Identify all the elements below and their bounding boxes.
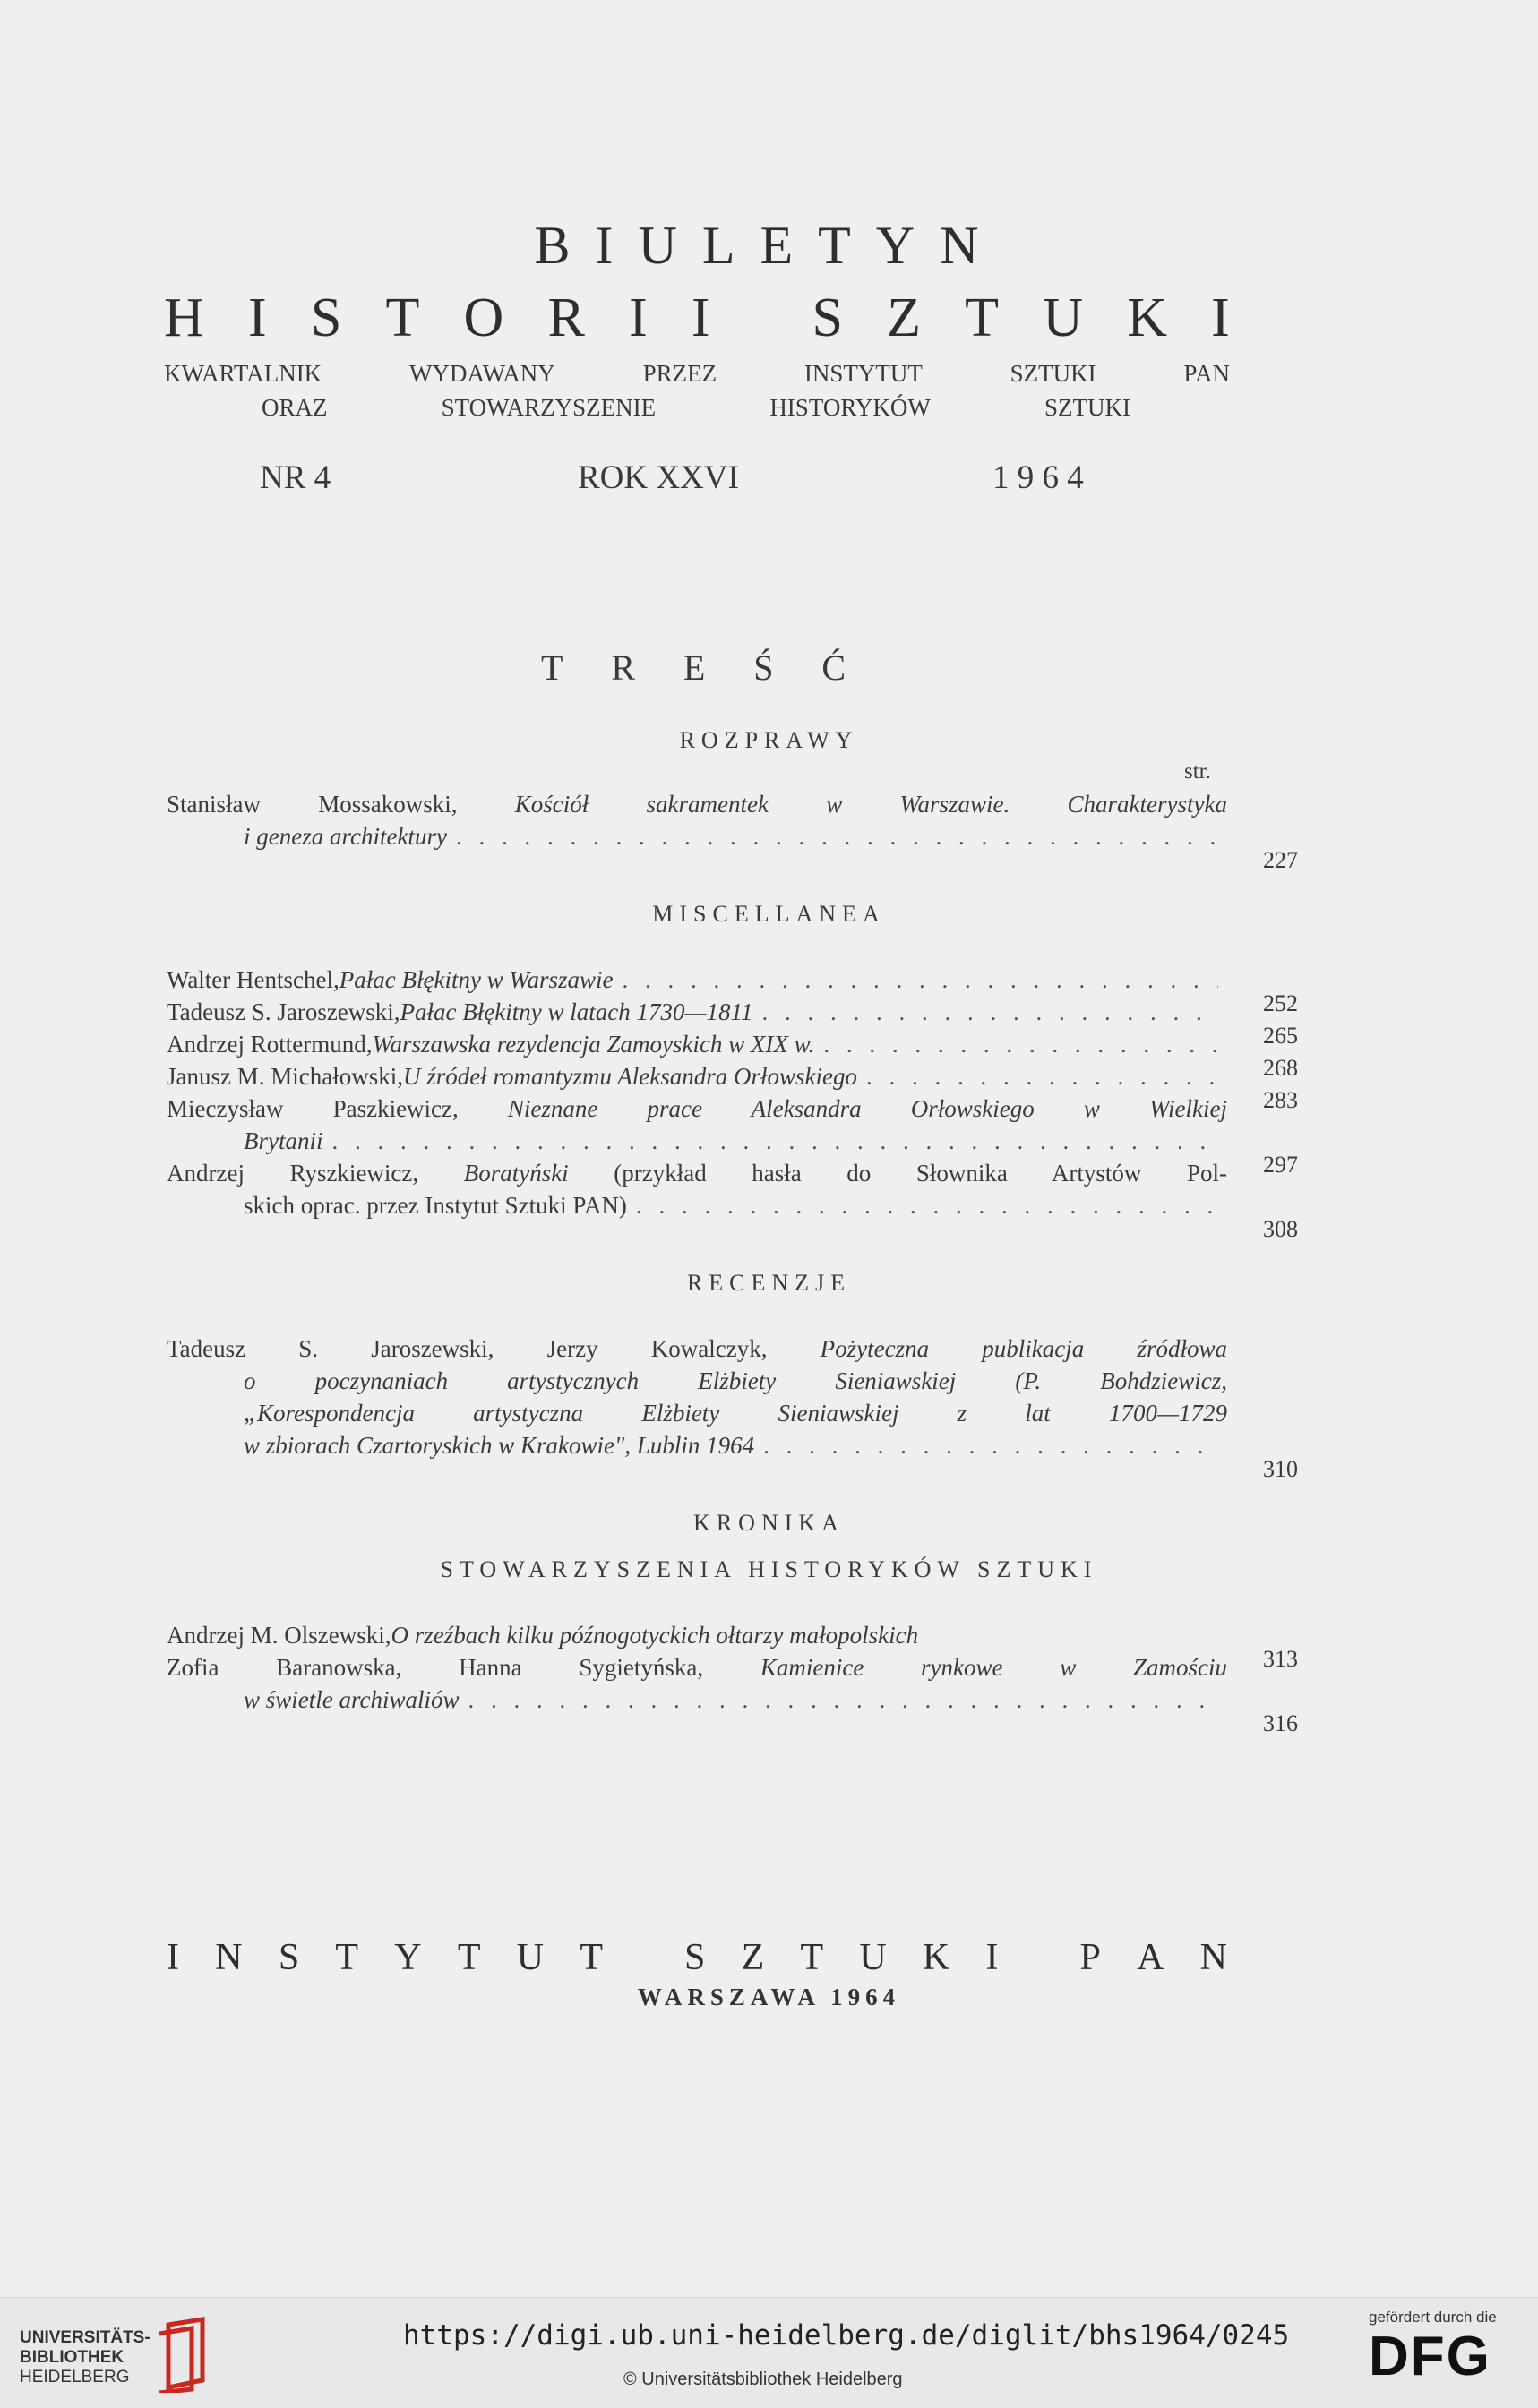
copyright-text: © Universitätsbibliothek Heidelberg [623, 2369, 903, 2389]
publisher-letter: Y [394, 1937, 422, 1978]
publisher-letter: T [457, 1937, 481, 1978]
page-number: 310 [1263, 1456, 1298, 1482]
toc-entry-7: Andrzej Ryszkiewicz, Boratyński (przykład hasła do Słownika Artystów Pol- skich oprac. przez Instytut Sztuki PAN) . . . 308 [167, 1157, 1227, 1221]
publisher-letter: T [800, 1937, 824, 1978]
library-footer-bar [0, 2297, 1538, 2408]
title-letter: S [310, 287, 342, 348]
subtitle-word: PAN [1183, 360, 1230, 387]
publisher-letter: I [985, 1937, 999, 1978]
page-number: 316 [1263, 1710, 1298, 1736]
journal-title: BIULETYN [534, 216, 1004, 275]
section-miscellanea: MISCELLANEA [652, 901, 886, 927]
publisher-letter: U [516, 1937, 545, 1978]
title-letter: I [691, 287, 710, 348]
title-letter: O [463, 287, 504, 348]
section-rozprawy: ROZPRAWY [679, 727, 859, 753]
publisher-letter: S [683, 1937, 706, 1978]
toc-entry-3: Tadeusz S. Jaroszewski, Pałac Błękitny w latach 1730—1811 . . . 265 [167, 996, 1227, 1028]
subtitle-word: STOWARZYSZENIE [441, 394, 657, 421]
publisher-letter: K [922, 1937, 950, 1978]
issue-number: NR 4 [260, 459, 331, 496]
subtitle-word: SZTUKI [1010, 360, 1096, 387]
publisher-letter: T [580, 1937, 603, 1978]
dfg-logo: DFG [1369, 2326, 1491, 2387]
publisher-letter: N [215, 1937, 243, 1978]
title-letter: I [247, 287, 267, 348]
page-number: 227 [1263, 847, 1298, 873]
publisher-letter: A [1137, 1937, 1164, 1978]
issue-year: 1 9 6 4 [992, 459, 1084, 496]
title-letter: I [629, 287, 648, 348]
toc-title-letter: Ś [753, 647, 774, 688]
page-number: 297 [1263, 1152, 1298, 1178]
title-letter: Z [887, 287, 921, 348]
publisher-letter: S [278, 1937, 300, 1978]
subtitle-word: ORAZ [262, 394, 328, 421]
toc-entry-8: Tadeusz S. Jaroszewski, Jerzy Kowalczyk, Pożyteczna publikacja źródłowa o poczynaniach artystycznych Elżbiety Sieniawskiej (P. Bohdziewicz, „Korespondencja artystyczna Elżbiety Sieniawskiej z lat 1700—1729 w zbiorach Czartoryskich w Krakowie", Lublin 1964 . . . 310 [167, 1333, 1227, 1461]
title-letter: R [547, 287, 585, 348]
section-kronika-subtitle: STOWARZYSZENIA HISTORYKÓW SZTUKI [440, 1556, 1098, 1582]
section-recenzje: RECENZJE [686, 1270, 852, 1296]
title-letter: U [1043, 287, 1084, 348]
section-kronika: KRONIKA [693, 1510, 845, 1536]
toc-title-letter: T [541, 647, 563, 688]
journal-subtitle-line1 [164, 360, 1230, 388]
toc-entry-10: Zofia Baranowska, Hanna Sygietyńska, Kamienice rynkowe w Zamościu w świetle archiwaliów . . . 316 [167, 1651, 1227, 1716]
page-number: 265 [1263, 1023, 1298, 1049]
page-number: 252 [1263, 990, 1298, 1016]
publisher-letter [639, 1936, 649, 1979]
title-letter: H [164, 287, 204, 348]
toc-entry-4: Andrzej Rottermund, Warszawska rezydencja Zamoyskich w XIX w. . . . 268 [167, 1028, 1227, 1060]
journal-subtitle-line2 [262, 394, 1130, 422]
toc-entry-2: Walter Hentschel, Pałac Błękitny w Warszawie . . . 252 [167, 964, 1227, 996]
publisher-name [167, 1936, 1227, 1979]
toc-title-letter: Ć [821, 647, 846, 688]
title-letter: I [1211, 287, 1230, 348]
publisher-letter: N [1199, 1937, 1227, 1978]
title-letter: K [1127, 287, 1167, 348]
page-number: 313 [1263, 1646, 1298, 1672]
toc-entry-5: Janusz M. Michałowski, U źródeł romantyzmu Aleksandra Orłowskiego . . . 283 [167, 1060, 1227, 1093]
page-number: 283 [1263, 1087, 1298, 1113]
library-logo-icon [150, 2316, 215, 2393]
toc-entry-6: Mieczysław Paszkiewicz, Nieznane prace Aleksandra Orłowskiego w Wielkiej Brytanii . . . 297 [167, 1093, 1227, 1157]
journal-title-line2 [164, 287, 1230, 350]
toc-entry-1: Stanisław Mossakowski, Kościół sakramentek w Warszawie. Charakterystyka i geneza architektury . . . 227 [167, 788, 1227, 853]
title-letter: S [812, 287, 843, 348]
page-number: 308 [1263, 1216, 1298, 1242]
publisher-letter: Z [741, 1937, 765, 1978]
subtitle-word: KWARTALNIK [164, 360, 322, 387]
subtitle-word: HISTORYKÓW [769, 394, 931, 421]
publisher-letter: I [167, 1937, 179, 1978]
subtitle-word: PRZEZ [642, 360, 717, 387]
library-name: UNIVERSITÄTS- BIBLIOTHEK HEIDELBERG [20, 2328, 150, 2387]
permalink-url[interactable]: https://digi.ub.uni-heidelberg.de/diglit/bhs1964/0245 [403, 2319, 1290, 2352]
subtitle-word: WYDAWANY [408, 360, 555, 387]
subtitle-word: INSTYTUT [803, 360, 923, 387]
publisher-letter: P [1079, 1937, 1101, 1978]
title-letter: T [965, 287, 1000, 348]
toc-title-letter: E [683, 647, 706, 688]
title-letter: T [385, 287, 420, 348]
page-number: 268 [1263, 1055, 1298, 1081]
page-column-label: str. [1184, 759, 1211, 784]
subtitle-word: SZTUKI [1044, 394, 1130, 421]
toc-title-letter: R [611, 647, 635, 688]
issue-volume: ROK XXVI [578, 459, 739, 496]
title-letter [754, 287, 769, 350]
toc-entry-9: Andrzej M. Olszewski, O rzeźbach kilku późnogotyckich ołtarzy małopolskich 313 [167, 1619, 1227, 1651]
funded-by-text: gefördert durch die [1369, 2309, 1497, 2326]
publisher-city-year: WARSZAWA 1964 [637, 1984, 901, 2010]
publisher-letter: U [859, 1937, 887, 1978]
toc-title [541, 647, 846, 689]
publisher-letter: T [335, 1937, 359, 1978]
publisher-letter [1035, 1936, 1044, 1979]
